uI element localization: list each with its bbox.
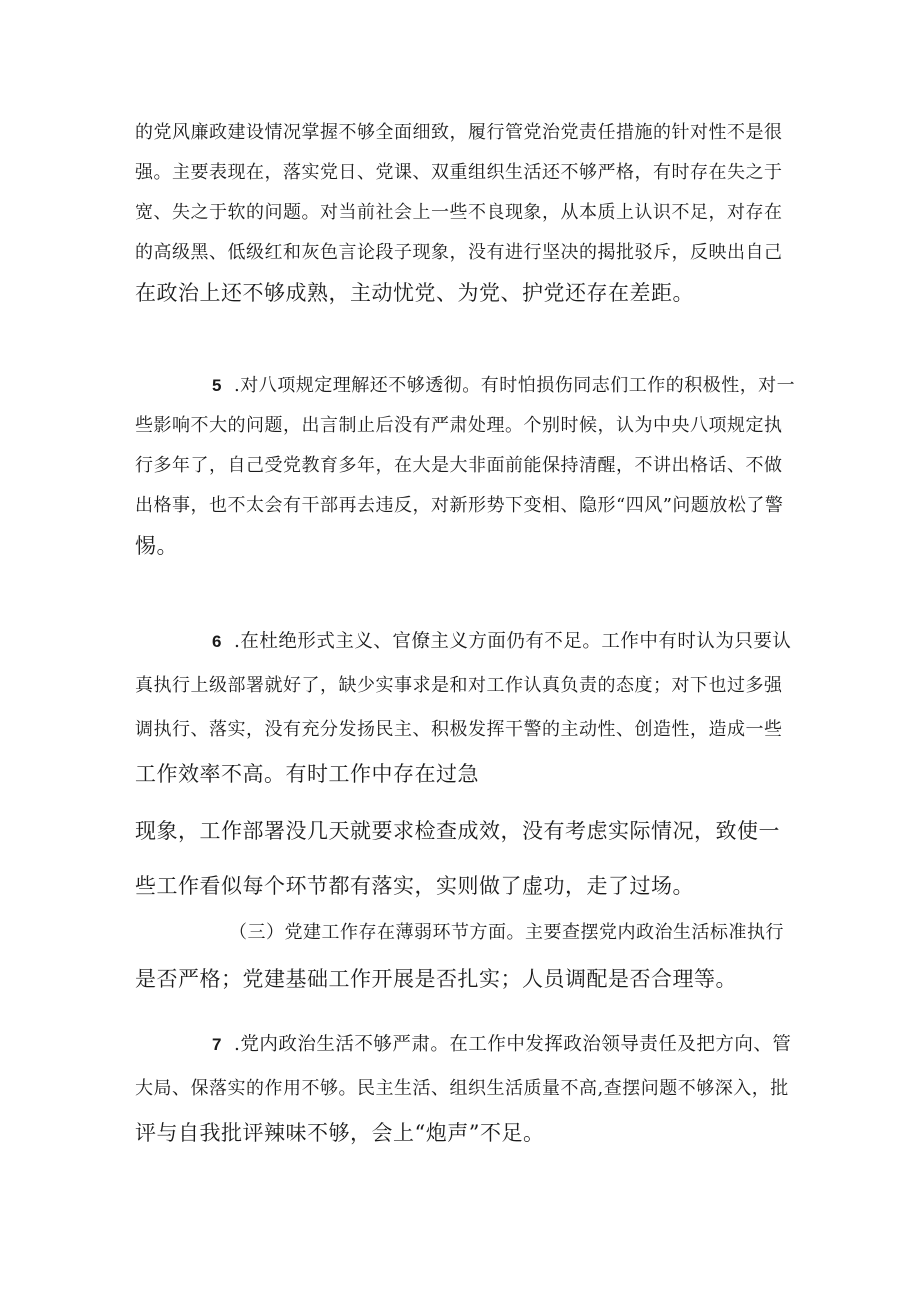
paragraph-line: 强。主要表现在，落实党日、党课、双重组织生活还不够严格，有时存在失之于	[135, 162, 783, 183]
paragraph-line: 是否严格；党建基础工作开展是否扎实；人员调配是否合理等。	[135, 967, 737, 991]
paragraph-line: .对八项规定理解还不够透彻。有时怕损伤同志们工作的积极性，对一	[233, 375, 796, 396]
paragraph-first-line	[135, 1025, 795, 1065]
item-number: 6	[212, 632, 222, 651]
paragraph-line: 些影响不大的问题，出言制止后没有严肃处理。个别时候，认为中央八项规定执	[135, 415, 783, 436]
paragraph-line: 评与自我批评辣味不够，会上“炮声”不足。	[135, 1121, 545, 1145]
paragraph-item-5	[135, 366, 795, 566]
paragraph-line: 调执行、落实，没有充分发扬民主、积极发挥干警的主动性、创造性，造成一些	[135, 719, 783, 740]
paragraph-line: 工作效率不高。有时工作中存在过急	[135, 762, 479, 786]
paragraph-line: 些工作看似每个环节都有落实，实则做了虚功，走了过场。	[135, 874, 694, 898]
paragraph-line: 真执行上级部署就好了，缺少实事求是和对工作认真负责的态度；对下也过多强	[135, 675, 783, 696]
paragraph-line: 行多年了，自己受党教育多年，在大是大非面前能保持清醒，不讲出格话、不做	[135, 455, 783, 476]
item-number: 5	[212, 376, 222, 395]
paragraph-line: 惕。	[135, 534, 178, 558]
paragraph-line: （三）党建工作存在薄弱环节方面。主要查摆党内政治生活标准执行	[229, 922, 784, 943]
paragraph-line: 的党风廉政建设情况掌握不够全面细致，履行管党治党责任措施的针对性不是很	[135, 122, 783, 143]
paragraph-first-line	[135, 622, 795, 662]
paragraph-line: 大局、保落实的作用不够。民主生活、组织生活质量不高,查摆问题不够深入，批	[135, 1078, 789, 1099]
section-heading-three	[135, 913, 795, 999]
paragraph-line: .党内政治生活不够严肃。在工作中发挥政治领导责任及把方向、管	[233, 1034, 792, 1055]
paragraph-line: 现象，工作部署没几天就要求检查成效，没有考虑实际情况，致使一	[135, 819, 780, 843]
paragraph-item-6-continued	[135, 811, 795, 906]
paragraph-line: .在杜绝形式主义、官僚主义方面仍有不足。工作中有时认为只要认	[233, 631, 792, 652]
paragraph-line: 在政治上还不够成熟，主动忧党、为党、护党还存在差距。	[135, 281, 694, 305]
paragraph-line: 出格事，也不太会有干部再去违反，对新形势下变相、隐形“四风”问题放松了警	[135, 495, 784, 516]
item-number: 7	[212, 1035, 222, 1054]
paragraph-first-line	[135, 366, 795, 406]
paragraph-line: 的高级黑、低级红和灰色言论段子现象，没有进行坚决的揭批驳斥，反映出自己	[135, 242, 783, 263]
paragraph-line: 宽、失之于软的问题。对当前社会上一些不良现象，从本质上认识不足，对存在	[135, 202, 783, 223]
paragraph-1	[135, 113, 795, 313]
paragraph-item-7	[135, 1025, 795, 1153]
paragraph-item-6	[135, 622, 795, 794]
